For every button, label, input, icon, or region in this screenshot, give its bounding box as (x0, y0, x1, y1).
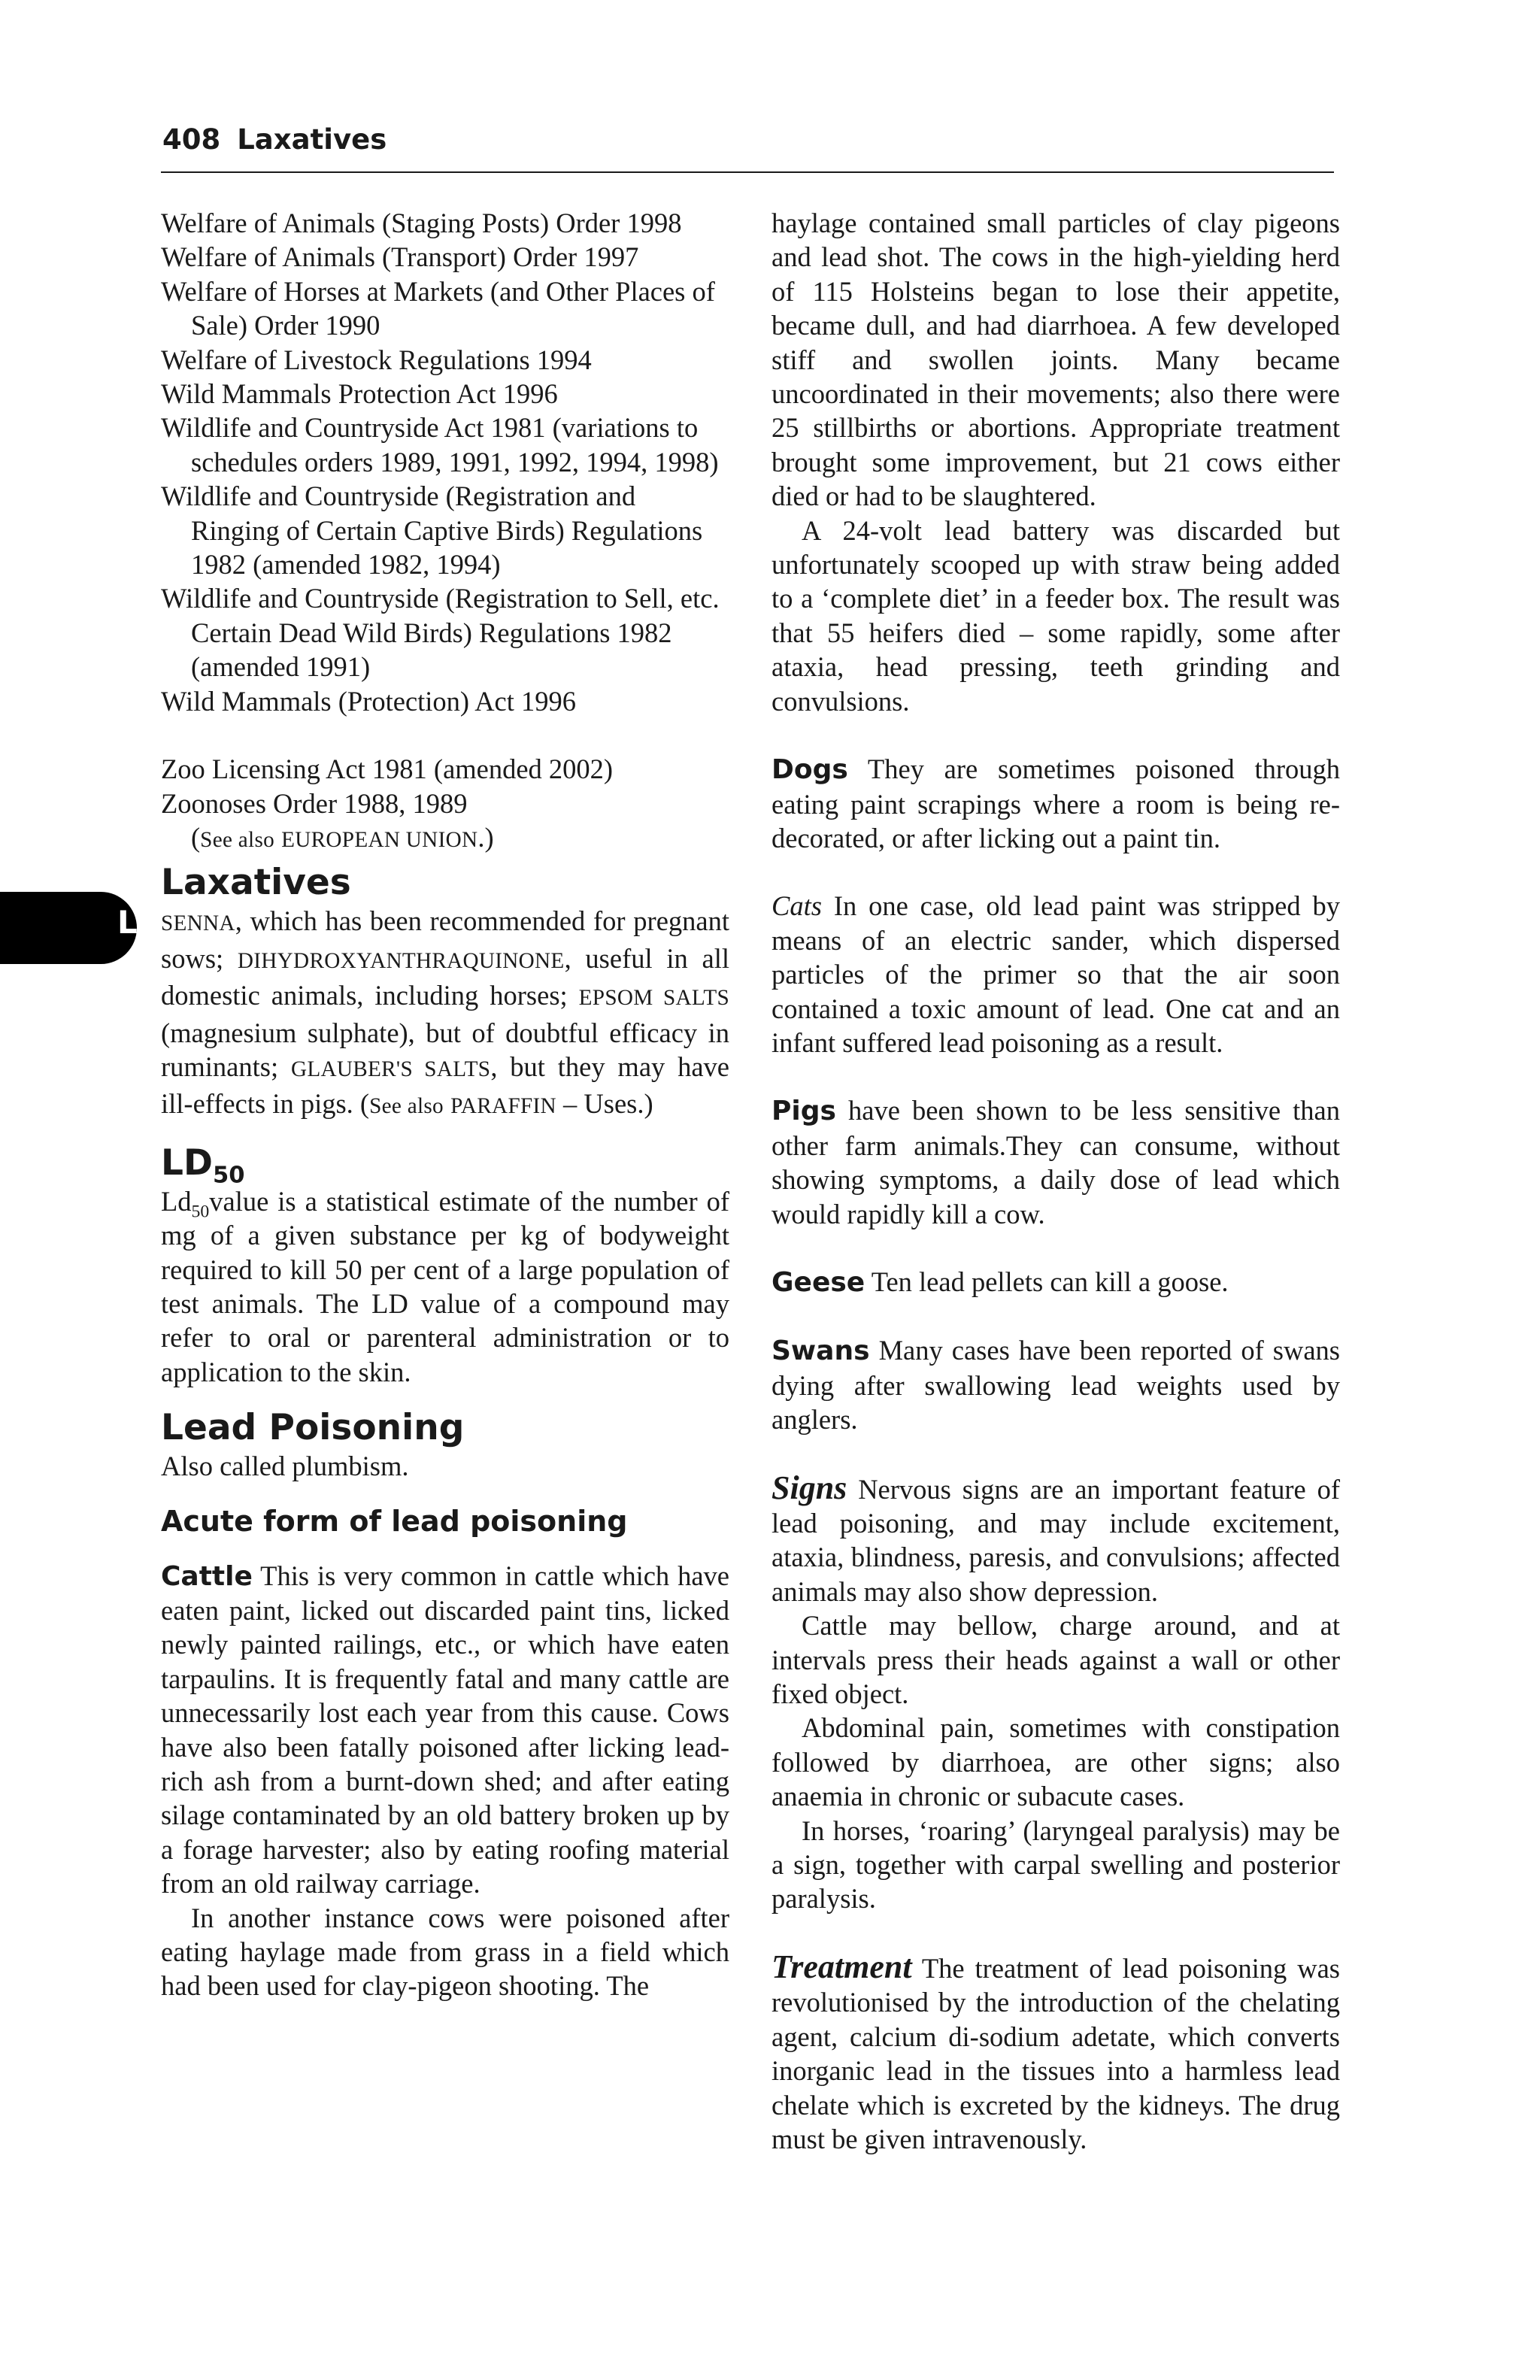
cats-paragraph: Cats In one case, old lead paint was stripped by means of an electric sander, which dispersed particles of the primer so that the air soon contained a toxic amount of lead. One cat and an infant suffered lead poisoning as a result. (772, 890, 1340, 1058)
pigs-paragraph: Pigs have been shown to be less sensitive than other farm animals.They can consume, without showing symptoms, a daily dose of lead which would rapidly kill a cow. (772, 1095, 1340, 1229)
cross-reference: EUROPEAN UNION (281, 827, 478, 852)
heading-acute-form: Acute form of lead poisoning (161, 1504, 628, 1538)
cross-reference: SENNA (161, 911, 235, 936)
cross-reference: PARAFFIN (450, 1094, 556, 1119)
run-in-head-cats: Cats (772, 890, 822, 922)
thumb-index-tab (0, 892, 137, 964)
run-in-head-dogs: Dogs (772, 754, 848, 786)
see-also-note: (See also EUROPEAN UNION.) (191, 821, 494, 853)
signs-paragraph-4: In horses, ‘roaring’ (laryngeal paralysis) may be a sign, together with carpal swelling and posterior paralysis. (772, 1815, 1340, 1915)
battery-paragraph: A 24-volt lead battery was discarded but unfortunately scooped up with straw being added to a ‘complete diet’ in a feeder box. The result was that 55 heifers died – some rapidly, some after ataxia, head pressing, teeth grinding and convulsions. (772, 514, 1340, 717)
laxatives-text: SENNA, which has been recommended for pregnant sows; DIHYDROXYANTHRAQUINONE, useful in all domestic animals, including horses; EPSOM SALTS (magnesium sulphate), but of doubtful efficacy in ruminants; GLAUBER'S SALTS, but they may have ill-effects in pigs. (See also PARAFFIN – Uses.) (161, 905, 730, 1120)
running-header (162, 123, 387, 156)
legislation-entry: Welfare of Animals (Transport) Order 1997 (161, 241, 639, 273)
legislation-entry: Zoo Licensing Act 1981 (amended 2002) (161, 753, 614, 785)
run-in-head-cattle: Cattle (161, 1560, 253, 1592)
cattle-paragraph: Cattle This is very common in cattle which have eaten paint, licked out discarded paint tins, licked newly painted railings, etc., or which have eaten tarpaulins. It is frequently fatal and many cattle are unnecessarily lost each year from this cause. Cows have also been fatally poisoned after licking lead-rich ash from a burnt-down shed; and after eating silage contaminated by an old battery broken up by a forage harvester; also by eating roofing material from an old railway carriage. (161, 1560, 729, 1899)
cattle-continued: haylage contained small particles of clay pigeons and lead shot. The cows in the high-yielding herd of 115 Holsteins began to lose their appetite, became dull, and had diarrhoea. A few developed stiff and swollen joints. Many became uncoordinated in their movements; also there were 25 stillbirths or abortions. Appropriate treatment brought some improvement, but 21 cows either died or had to be slaughtered. (772, 208, 1340, 512)
thumb-tab-letter: L (117, 904, 138, 941)
run-in-head-signs: Signs (772, 1469, 847, 1506)
legislation-entry: Wildlife and Countryside (Registration and Ringing of Certain Captive Birds) Regulations 1982 (amended 1982, 1994) (161, 481, 703, 581)
run-in-head-geese: Geese (772, 1266, 865, 1298)
heading-lead-poisoning: Lead Poisoning (161, 1407, 465, 1449)
cross-reference: GLAUBER'S SALTS (290, 1057, 491, 1081)
treatment-paragraph: Treatment The treatment of lead poisoning was revolutionised by the introduction of the chelating agent, calcium di-sodium adetate, which converts inorganic lead in the tissues into a harmless lead chelate which is excreted by the kidneys. The drug must be given intravenously. (772, 1948, 1340, 2154)
see-also-label: See also (369, 1094, 444, 1119)
signs-paragraph-3: Abdominal pain, sometimes with constipation followed by diarrhoea, are other signs; also anaemia in chronic or subacute cases. (772, 1712, 1340, 1812)
cattle-paragraph-2: In another instance cows were poisoned after eating haylage made from grass in a field which had been used for clay-pigeon shooting. The (161, 1902, 729, 2002)
swans-paragraph: Swans Many cases have been reported of swans dying after swallowing lead weights used by anglers. (772, 1335, 1340, 1436)
heading-laxatives: Laxatives (161, 862, 351, 904)
legislation-entry: Welfare of Horses at Markets (and Other Places of Sale) Order 1990 (161, 275, 715, 341)
run-in-head-pigs: Pigs (772, 1096, 836, 1127)
legislation-entry: Wild Mammals (Protection) Act 1996 (161, 685, 577, 717)
legislation-entry: Zoonoses Order 1988, 1989 (161, 787, 468, 819)
cross-reference: DIHYDROXYANTHRAQUINONE (237, 948, 565, 973)
left-column (161, 206, 729, 2003)
ld50-text: $Ld_{50}value$ is a statistical estimate of the number of mg of a given substance per kg of bodyweight required to kill 50 per cent of a large population of test animals. The LD value of a compound may refer to oral or parenteral administration or to application to the skin. (161, 1185, 729, 1387)
signs-paragraph-2: Cattle may bellow, charge around, and at intervals press their heads against a wall or other fixed object. (772, 1610, 1340, 1710)
dogs-paragraph: Dogs They are sometimes poisoned through eating paint scrapings where a room is being re-decorated, or after licking out a paint tin. (772, 753, 1340, 853)
legislation-entry: Wildlife and Countryside Act 1981 (variations to schedules orders 1989, 1991, 1992, 1994, 1998) (161, 412, 719, 478)
cross-reference: EPSOM SALTS (578, 986, 729, 1011)
legislation-entry: Welfare of Livestock Regulations 1994 (161, 344, 592, 375)
lead-also-called: Also called plumbism. (161, 1451, 409, 1482)
see-also-label: See also (200, 827, 275, 852)
geese-paragraph: Geese Ten lead pellets can kill a goose. (772, 1266, 1229, 1298)
legislation-entry: Wildlife and Countryside (Registration to Sell, etc. Certain Dead Wild Birds) Regulations 1982 (amended 1991) (161, 583, 720, 683)
header-rule (161, 171, 1334, 173)
heading-ld50: $LD_{50}$ (161, 1141, 245, 1189)
legislation-entry: Wild Mammals Protection Act 1996 (161, 378, 558, 410)
run-in-head-treatment: Treatment (772, 1948, 912, 1985)
run-in-head-swans: Swans (772, 1336, 870, 1367)
legislation-entry: Welfare of Animals (Staging Posts) Order 1998 (161, 208, 682, 238)
right-column (772, 206, 1340, 2156)
signs-paragraph: Signs Nervous signs are an important feature of lead poisoning, and may include excitement, ataxia, blindness, paresis, and convulsions; affected animals may also show depression. (772, 1469, 1340, 1607)
page-number: 408 (162, 123, 221, 156)
running-title: Laxatives (237, 123, 387, 156)
